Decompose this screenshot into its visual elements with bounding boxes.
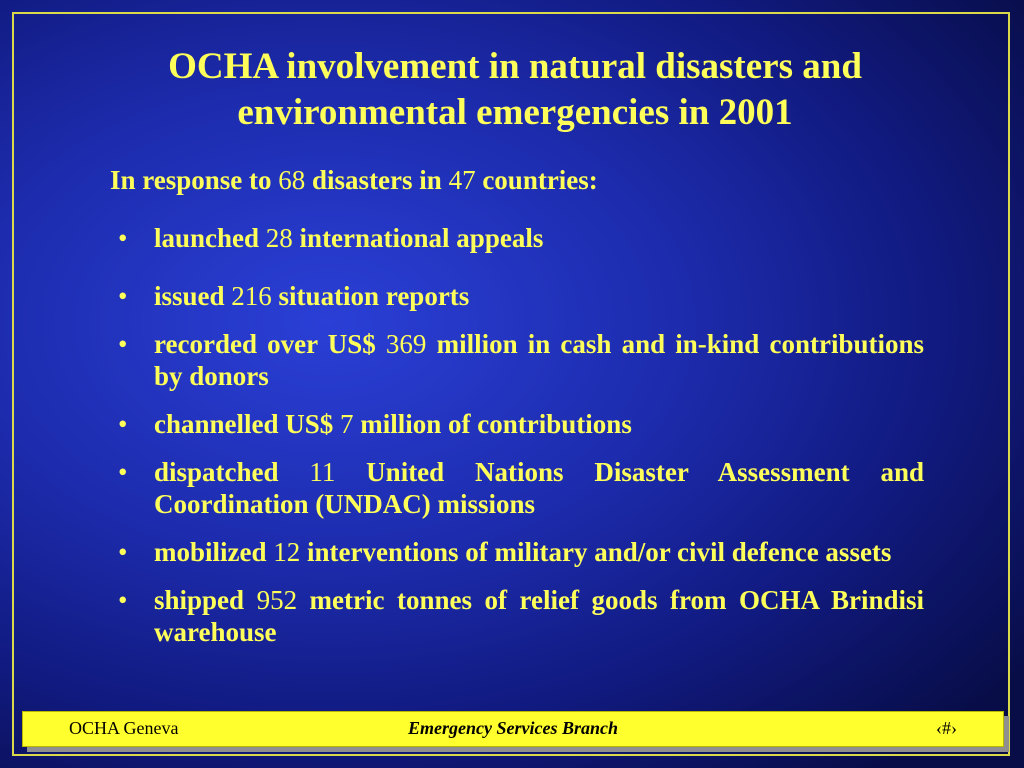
- lead-prefix: In response to: [110, 165, 279, 195]
- list-item: • launched 28 international appeals: [118, 223, 544, 253]
- footer-bar: [22, 711, 1004, 747]
- title-line-2: environmental emergencies in 2001: [237, 92, 793, 133]
- footer-branch: Emergency Services Branch: [408, 718, 618, 738]
- bullet-icon: •: [118, 281, 128, 311]
- item-number: 369: [385, 329, 427, 359]
- slide-title: [60, 44, 970, 136]
- bullet-icon: •: [118, 457, 128, 487]
- item-number: 7: [340, 409, 354, 439]
- item-number: 11: [309, 457, 336, 487]
- bullet-icon: •: [118, 329, 128, 359]
- achievement-list: [118, 222, 924, 648]
- item-number: 28: [265, 223, 293, 253]
- item-number: 216: [231, 281, 272, 311]
- lead-suffix: countries:: [475, 165, 598, 195]
- lead-sentence: [110, 163, 598, 197]
- list-item: • dispatched 11 United Nations Disaster Assessment and Coordination (UNDAC) missions: [118, 457, 924, 519]
- bullet-icon: •: [118, 537, 128, 567]
- item-number: 952: [256, 585, 298, 615]
- bullet-icon: •: [118, 585, 128, 615]
- list-item: • mobilized 12 interventions of military and/or civil defence assets: [118, 537, 892, 567]
- list-item: • recorded over US$ 369 million in cash and in-kind contributions by donors: [118, 329, 924, 391]
- title-line-1: OCHA involvement in natural disasters and: [168, 46, 862, 87]
- item-number: 12: [273, 537, 301, 567]
- list-item: • shipped 952 metric tonnes of relief goods from OCHA Brindisi warehouse: [118, 585, 924, 647]
- bullet-icon: •: [118, 409, 128, 439]
- list-item: • issued 216 situation reports: [118, 281, 470, 311]
- footer-organization: OCHA Geneva: [69, 718, 179, 738]
- slide-number: ‹#›: [936, 718, 957, 738]
- lead-middle: disasters in: [305, 165, 449, 195]
- country-count: 47: [448, 165, 476, 195]
- bullet-icon: •: [118, 223, 128, 253]
- list-item: • channelled US$ 7 million of contributions: [118, 409, 632, 439]
- disaster-count: 68: [278, 165, 306, 195]
